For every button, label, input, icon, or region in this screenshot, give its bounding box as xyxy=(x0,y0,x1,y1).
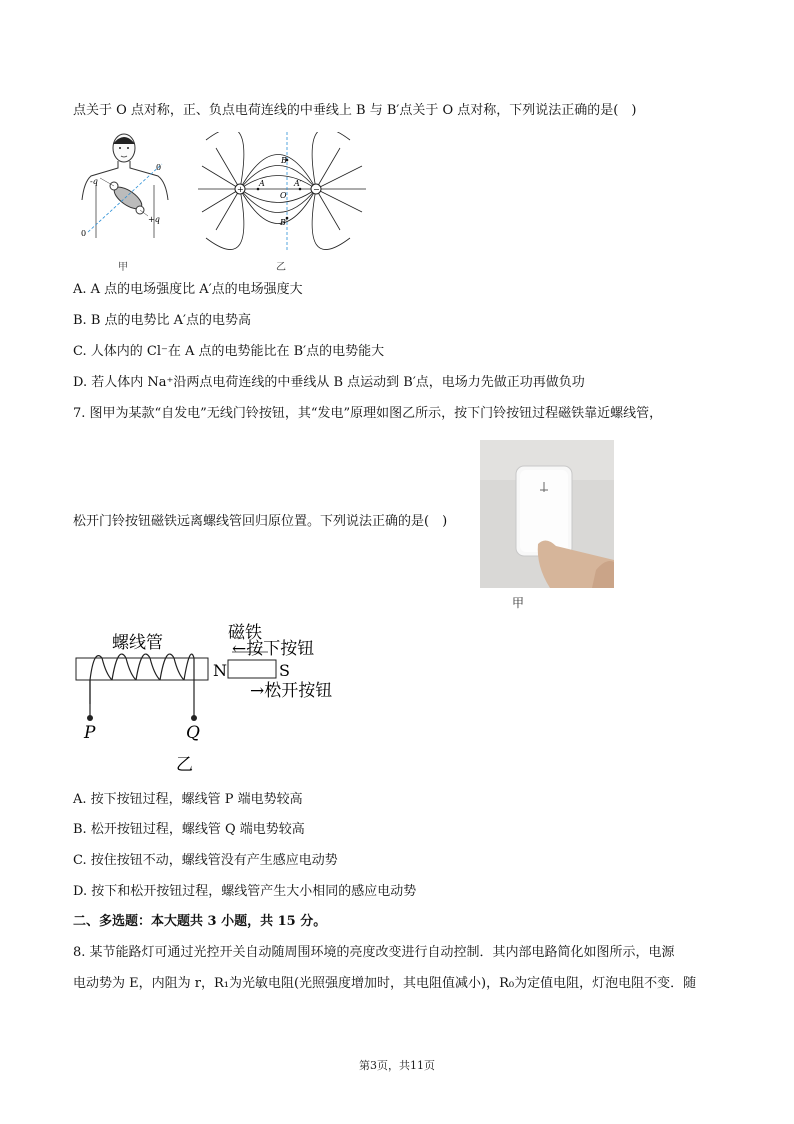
label-B-prime: B′ xyxy=(280,218,288,227)
label-zero-top: 0 xyxy=(156,163,162,172)
q6-figure-yi-field-lines xyxy=(196,132,368,252)
terminal-q-label: Q xyxy=(186,723,200,743)
q7-doorbell-photo xyxy=(480,440,614,588)
label-O: O xyxy=(280,191,287,200)
page-footer: 第3页，共11页 xyxy=(359,1059,435,1072)
section-2-heading: 二、多选题：本大题共 3 小题，共 15 分。 xyxy=(73,914,327,929)
q6-option-a: A. A 点的电场强度比 A′点的电场强度大 xyxy=(73,282,303,297)
label-neg-q: -q xyxy=(90,177,98,186)
q7-stem-line2: 松开门铃按钮磁铁远离螺线管回归原位置。下列说法正确的是( ) xyxy=(73,514,448,529)
q6-stem-tail: 点关于 O 点对称，正、负点电荷连线的中垂线上 B 与 B′点关于 O 点对称，下列说法正确的是( ) xyxy=(73,103,637,118)
press-label: ←按下按钮 xyxy=(232,639,315,659)
label-pos-q: +q xyxy=(148,215,160,224)
q7-stem-line1: 7. 图甲为某款“自发电”无线门铃按钮，其“发电”原理如图乙所示，按下门铃按钮过程磁铁靠近螺线管， xyxy=(73,406,663,421)
label-A-prime: A′ xyxy=(294,179,302,188)
label-A: A xyxy=(259,179,265,188)
q6-option-b: B. B 点的电势比 A′点的电势高 xyxy=(73,313,251,328)
q6-option-d: D. 若人体内 Na⁺沿两点电荷连线的中垂线从 B 点运动到 B′点，电场力先做正功再做负功 xyxy=(73,375,585,390)
svg-text:+: + xyxy=(237,185,244,194)
q7-option-c: C. 按住按钮不动，螺线管没有产生感应电动势 xyxy=(73,853,338,868)
q7-option-a: A. 按下按钮过程，螺线管 P 端电势较高 xyxy=(73,792,303,807)
terminal-p-label: P xyxy=(84,723,96,743)
q6-figure-jia-human xyxy=(76,130,176,242)
q6-figure-yi-caption: 乙 xyxy=(276,262,286,273)
label-B: B xyxy=(281,156,287,165)
q6-option-c: C. 人体内的 Cl⁻在 A 点的电势能比在 B′点的电势能大 xyxy=(73,344,385,359)
magnet-label: 磁铁 xyxy=(228,623,262,643)
q8-line1: 8. 某节能路灯可通过光控开关自动随周围环境的亮度改变进行自动控制．其内部电路简化如图所示，电源 xyxy=(73,945,675,960)
diagram-yi-caption: 乙 xyxy=(176,755,193,775)
release-label: →松开按钮 xyxy=(250,681,333,701)
q7-solenoid-diagram xyxy=(72,618,372,778)
q7-option-b: B. 松开按钮过程，螺线管 Q 端电势较高 xyxy=(73,822,305,837)
label-zero-bottom: 0 xyxy=(81,229,87,238)
north-label: N xyxy=(213,661,227,680)
q7-option-d: D. 按下和松开按钮过程，螺线管产生大小相同的感应电动势 xyxy=(73,884,417,899)
south-label: S xyxy=(279,661,290,680)
q6-figure-jia-caption: 甲 xyxy=(118,262,128,273)
svg-text:−: − xyxy=(313,185,320,194)
q7-photo-caption: 甲 xyxy=(512,596,525,610)
q8-line2: 电动势为 E，内阻为 r，R₁为光敏电阻(光照强度增加时，其电阻值减小)，R₀为定值电阻，灯泡电阻不变．随 xyxy=(73,976,697,991)
coil-label: 螺线管 xyxy=(112,633,163,653)
